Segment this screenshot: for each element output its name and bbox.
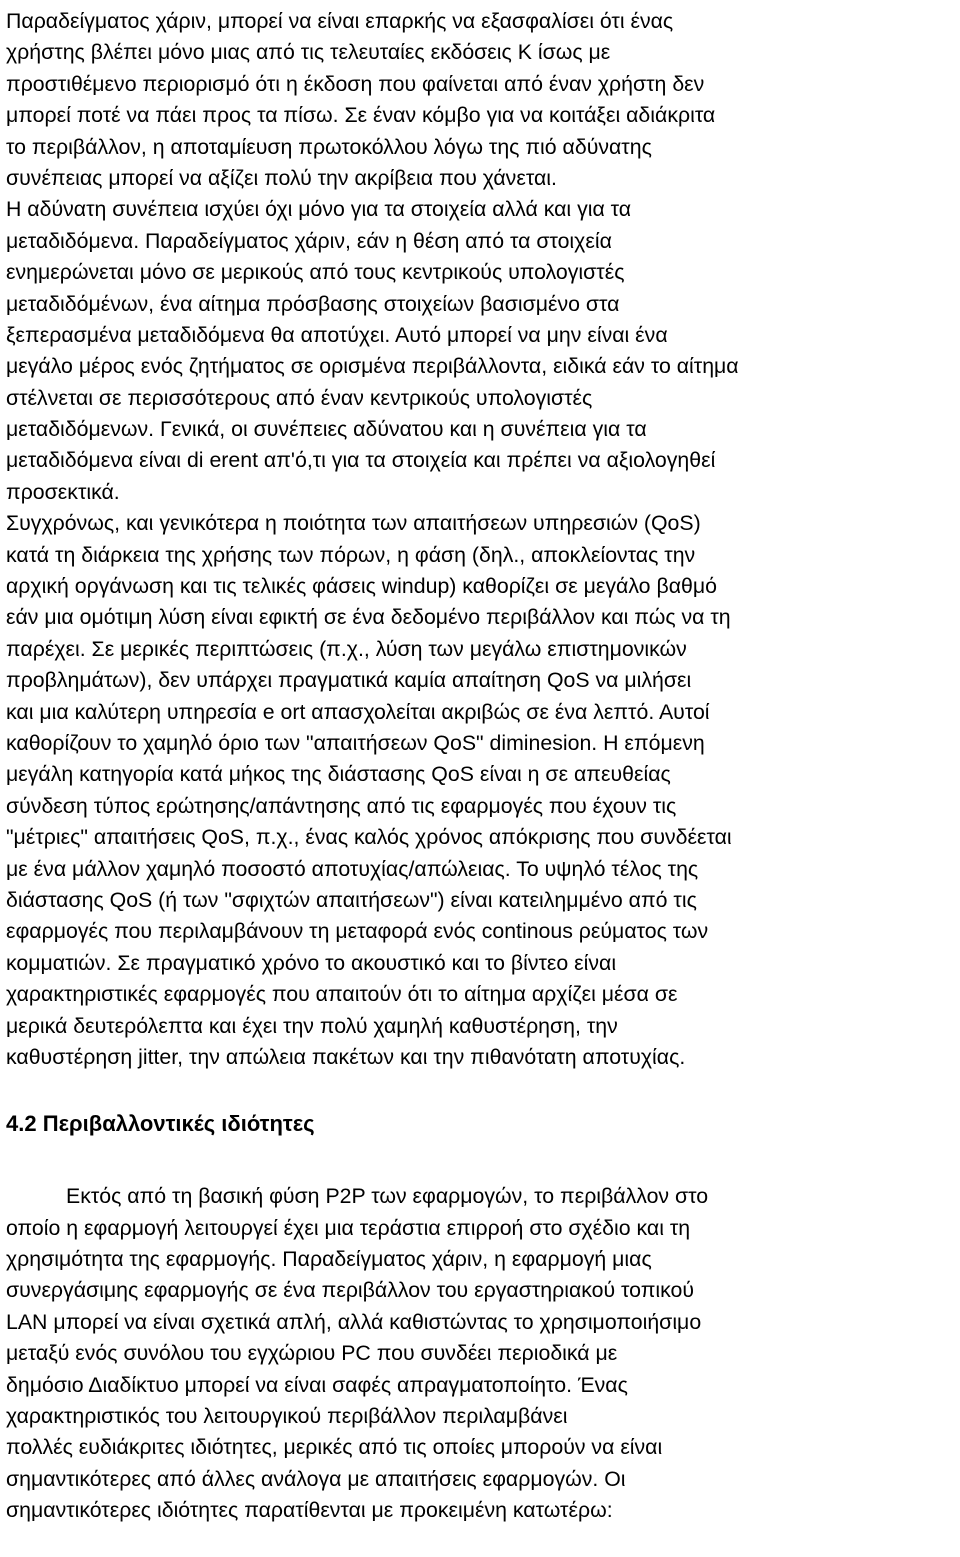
text-line: μεγάλο μέρος ενός ζητήματος σε ορισμένα περιβάλλοντα, ειδικά εάν το αίτημα bbox=[6, 354, 739, 379]
text-line: καθορίζουν το χαμηλό όριο των "απαιτήσεων QoS" diminesion. Η επόμενη bbox=[6, 730, 705, 755]
text-line: και μια καλύτερη υπηρεσία e ort απασχολείται ακριβώς σε ένα λεπτό. Αυτοί bbox=[6, 699, 710, 724]
text-line: "μέτριες" απαιτήσεις QoS, π.χ., ένας καλός χρόνος απόκρισης που συνδέεται bbox=[6, 825, 732, 850]
text-line: μεταδιδόμένων, ένα αίτημα πρόσβασης στοιχείων βασισμένο στα bbox=[6, 291, 620, 316]
text-line: πολλές ευδιάκριτες ιδιότητες, μερικές από τις οποίες μπορούν να είναι bbox=[6, 1435, 663, 1460]
text-line: αρχική οργάνωση και τις τελικές φάσεις windup) καθορίζει σε μεγάλο βαθμό bbox=[6, 574, 717, 599]
text-line: προσεκτικά. bbox=[6, 479, 120, 504]
section-title: Περιβαλλοντικές ιδιότητες bbox=[42, 1111, 315, 1137]
text-line: χαρακτηριστικός του λειτουργικού περιβάλλον περιλαμβάνει bbox=[6, 1404, 568, 1429]
paragraph-qos-consistency bbox=[6, 6, 956, 1073]
text-line: στέλνεται σε περισσότερους από έναν κεντρικούς υπολογιστές bbox=[6, 385, 593, 410]
text-line: σημαντικότερες ιδιότητες παρατίθενται με προκειμένη κατωτέρω: bbox=[6, 1498, 613, 1523]
text-line: μεταξύ ενός συνόλου του εγχώριου PC που συνδέει περιοδικά με bbox=[6, 1341, 618, 1366]
text-line: μεγάλη κατηγορία κατά μήκος της διάστασης QoS είναι η σε απευθείας bbox=[6, 762, 671, 787]
text-line: Συγχρόνως, και γενικότερα η ποιότητα των απαιτήσεων υπηρεσιών (QoS) bbox=[6, 511, 701, 536]
text-line: το περιβάλλον, η αποταμίευση πρωτοκόλλου λόγω της πιό αδύνατης bbox=[6, 134, 652, 159]
section-number: 4.2 bbox=[6, 1111, 37, 1137]
text-line: χρήστης βλέπει μόνο μιας από τις τελευταίες εκδόσεις K ίσως με bbox=[6, 40, 611, 65]
text-line: παρέχει. Σε μερικές περιπτώσεις (π.χ., λύση των μεγάλω επιστημονικών bbox=[6, 636, 687, 661]
text-line: μεταδιδόμενα είναι di erent απ'ό,τι για τα στοιχεία και πρέπει να αξιολογηθεί bbox=[6, 448, 716, 473]
text-line: μεταδιδόμενα. Παραδείγματος χάριν, εάν η θέση από τα στοιχεία bbox=[6, 228, 612, 253]
section-heading bbox=[6, 1108, 956, 1139]
document-page bbox=[6, 0, 956, 1527]
text-line: σημαντικότερες από άλλες ανάλογα με απαιτήσεις εφαρμογών. Οι bbox=[6, 1466, 626, 1491]
text-line: διάστασης QoS (ή των "σφιχτών απαιτήσεων") είναι κατειλημμένο από τις bbox=[6, 887, 697, 912]
section-spacer bbox=[6, 1073, 956, 1108]
text-line: ενημερώνεται μόνο σε μερικούς από τους κεντρικούς υπολογιστές bbox=[6, 260, 625, 285]
text-line: χαρακτηριστικές εφαρμογές που απαιτούν ότι το αίτημα αρχίζει μέσα σε bbox=[6, 982, 678, 1007]
text-line: μερικά δευτερόλεπτα και έχει την πολύ χαμηλή καθυστέρηση, την bbox=[6, 1013, 618, 1038]
text-line: ξεπερασμένα μεταδιδόμενα θα αποτύχει. Αυτό μπορεί να μην είναι ένα bbox=[6, 322, 668, 347]
paragraph-environment bbox=[6, 1181, 956, 1526]
text-line: κομματιών. Σε πραγματικό χρόνο το ακουστικό και το βίντεο είναι bbox=[6, 950, 617, 975]
text-line: Η αδύνατη συνέπεια ισχύει όχι μόνο για τα στοιχεία αλλά και για τα bbox=[6, 197, 632, 222]
text-line: μεταδιδόμενων. Γενικά, οι συνέπειες αδύνατου και η συνέπεια για τα bbox=[6, 417, 647, 442]
text-line: προβλημάτων), δεν υπάρχει πραγματικά καμία απαίτηση QoS να μιλήσει bbox=[6, 668, 692, 693]
text-line: μπορεί ποτέ να πάει προς τα πίσω. Σε έναν κόμβο για να κοιτάξει αδιάκριτα bbox=[6, 103, 716, 128]
text-line: με ένα μάλλον χαμηλό ποσοστό αποτυχίας/απώλειας. Το υψηλό τέλος της bbox=[6, 856, 699, 881]
section-spacer bbox=[6, 1139, 956, 1181]
text-line: σύνδεση τύπος ερώτησης/απάντησης από τις εφαρμογές που έχουν τις bbox=[6, 793, 677, 818]
text-line: καθυστέρηση jitter, την απώλεια πακέτων και την πιθανότατη αποτυχίας. bbox=[6, 1044, 686, 1069]
text-line: Παραδείγματος χάριν, μπορεί να είναι επαρκής να εξασφαλίσει ότι ένας bbox=[6, 9, 674, 33]
text-line: οποίο η εφαρμογή λειτουργεί έχει μια τεράστια επιρροή στο σχέδιο και τη bbox=[6, 1215, 691, 1240]
text-line: προστιθέμενο περιορισμό ότι η έκδοση που φαίνεται από έναν χρήστη δεν bbox=[6, 71, 705, 96]
text-line: εάν μια ομότιμη λύση είναι εφικτή σε ένα δεδομένο περιβάλλον και πώς να τη bbox=[6, 605, 731, 630]
text-line: κατά τη διάρκεια της χρήσης των πόρων, η φάση (δηλ., αποκλείοντας την bbox=[6, 542, 696, 567]
text-line: εφαρμογές που περιλαμβάνουν τη μεταφορά ενός continous ρεύματος των bbox=[6, 919, 709, 944]
text-line: Εκτός από τη βασική φύση P2P των εφαρμογών, το περιβάλλον στο bbox=[66, 1184, 709, 1209]
text-line: χρησιμότητα της εφαρμογής. Παραδείγματος χάριν, η εφαρμογή μιας bbox=[6, 1247, 652, 1272]
text-line: συνέπειας μπορεί να αξίζει πολύ την ακρίβεια που χάνεται. bbox=[6, 165, 557, 190]
text-line: συνεργάσιμης εφαρμογής σε ένα περιβάλλον του εργαστηριακού τοπικού bbox=[6, 1278, 695, 1303]
text-line: LAN μπορεί να είναι σχετικά απλή, αλλά καθιστώντας το χρησιμοποιήσιμο bbox=[6, 1309, 702, 1334]
text-line: δημόσιο Διαδίκτυο μπορεί να είναι σαφές απραγματοποίητο. Ένας bbox=[6, 1372, 628, 1397]
